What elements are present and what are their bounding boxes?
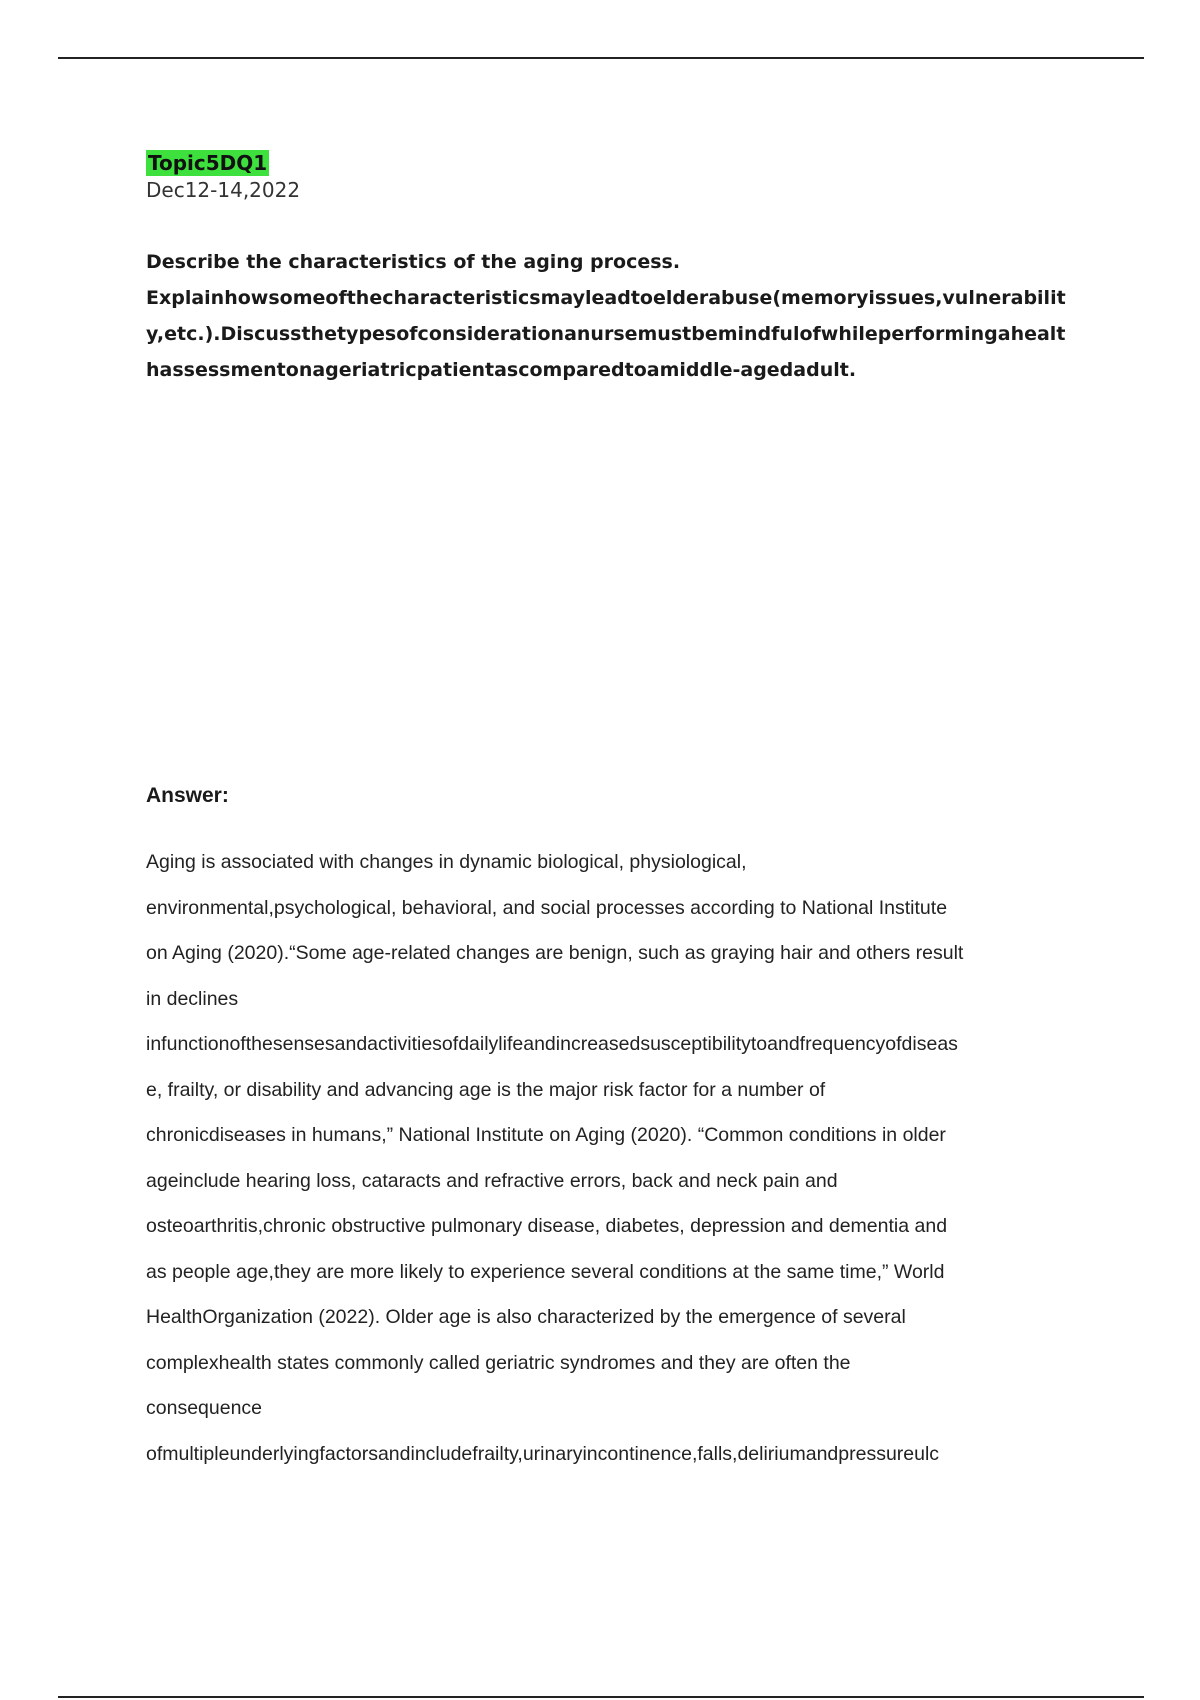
answer-line: complexhealth states commonly called geriatric syndromes and they are often the [146,1351,851,1374]
answer-body [146,849,1146,1486]
bottom-rule [58,1696,1144,1698]
answer-line: consequence [146,1397,263,1419]
answer-line: osteoarthritis,chronic obstructive pulmonary disease, diabetes, depression and dementia and [146,1215,948,1237]
top-rule [58,57,1144,59]
prompt-line: Describe the characteristics of the aging process. [146,251,681,273]
answer-line: on Aging (2020).“Some age-related changes are benign, such as graying hair and others result [146,942,964,964]
prompt-line: y,etc.).Discussthetypesofconsiderationanursemustbemindfulofwhileperformingahealt [146,323,1066,345]
answer-line: ageinclude hearing loss, cataracts and refractive errors, back and neck pain and [146,1169,838,1192]
answer-heading: Answer: [146,784,229,807]
answer-line: ofmultipleunderlyingfactorsandincludefrailty,urinaryincontinence,falls,deliriumandpressureulc [146,1442,940,1465]
answer-line: e, frailty, or disability and advancing age is the major risk factor for a number of [146,1078,826,1101]
prompt-line: Explainhowsomeofthecharacteristicsmayleadtoelderabuse(memoryissues,vulnerabilit [146,287,1066,309]
answer-line: in declines [146,987,239,1010]
discussion-prompt [146,244,1146,388]
answer-line: infunctionofthesensesandactivitiesofdailylifeandincreasedsusceptibilitytoandfrequencyofdiseas [146,1033,958,1055]
answer-line: environmental,psychological, behavioral, and social processes according to National Institute [146,896,948,919]
topic-label: Topic5DQ1 [148,151,268,175]
answer-line: HealthOrganization (2022). Older age is also characterized by the emergence of several [146,1306,906,1328]
answer-line: Aging is associated with changes in dynamic biological, physiological, [146,851,747,873]
answer-line: as people age,they are more likely to experience several conditions at the same time,” World [146,1260,945,1283]
answer-line: chronicdiseases in humans,” National Institute on Aging (2020). “Common conditions in older [146,1124,946,1146]
prompt-line: hassessmentonageriatricpatientascomparedtoamiddle-agedadult. [146,359,857,381]
date-range: Dec12-14,2022 [146,178,301,202]
